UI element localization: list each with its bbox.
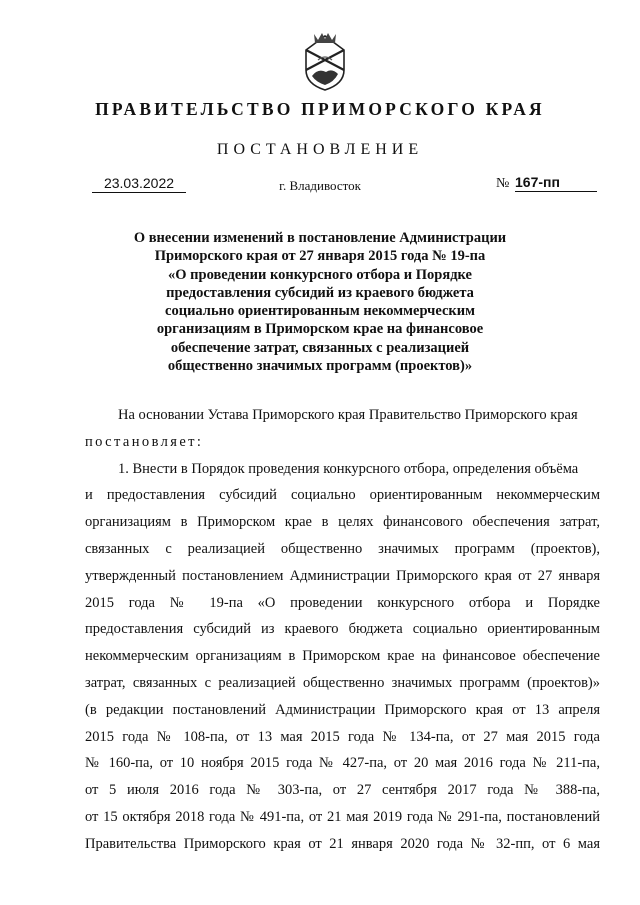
body-line: утвержденный постановлением Администрации Приморского края от 27 января: [85, 567, 600, 584]
subject-line: общественно значимых программ (проектов)»: [167, 358, 473, 375]
subject-line: социально ориентированным некоммерческим: [165, 303, 475, 320]
document-number: 167-пп: [515, 174, 597, 192]
subject-line: обеспечение затрат, связанных с реализацией: [170, 339, 470, 356]
body-line: На основании Устава Приморского края Правительство Приморского края: [118, 407, 578, 423]
body-line: предоставления субсидий из краевого бюджета социально ориентированным: [85, 621, 600, 638]
body-line: 1. Внести в Порядок проведения конкурсного отбора, определения объёма: [118, 460, 579, 477]
body-line: и предоставления субсидий социально ориентированным некоммерческим: [85, 487, 600, 504]
subject-line: О внесении изменений в постановление Администрации: [133, 230, 507, 246]
document-date: 23.03.2022: [92, 175, 186, 193]
subject-line: организациям в Приморском крае на финансовое: [156, 321, 484, 338]
body-line: (в редакции постановлений Администрации Приморского края от 13 апреля: [85, 701, 600, 718]
document-type-heading: ПОСТАНОВЛЕНИЕ: [216, 141, 424, 158]
body-line: Правительства Приморского края от 21 января 2020 года № 32-пп, от 6 мая: [85, 835, 600, 852]
body-line: организациям в Приморском крае в целях финансового обеспечения затрат,: [85, 514, 600, 531]
subject-line: предоставления субсидий из краевого бюджета: [166, 284, 474, 301]
coat-of-arms-emblem: [300, 30, 350, 92]
body-line: 2015 года № 19-па «О проведении конкурсного отбора и Порядке: [85, 594, 600, 611]
body-line: от 5 июля 2016 года № 303-па, от 27 сентября 2017 года № 388-па,: [85, 782, 600, 799]
subject-line: Приморского края от 27 января 2015 года № 19-па: [154, 248, 486, 265]
document-number-label: №: [496, 176, 510, 191]
body-line: связанных с реализацией общественно значимых программ (проектов),: [85, 540, 600, 557]
document-body: [85, 402, 600, 858]
body-line: 2015 года № 108-па, от 13 мая 2015 года № 134-па, от 27 мая 2015 года: [85, 728, 600, 745]
subject-line: «О проведении конкурсного отбора и Порядке: [168, 266, 472, 283]
organization-title: ПРАВИТЕЛЬСТВО ПРИМОРСКОГО КРАЯ: [95, 99, 545, 119]
body-line: затрат, связанных с реализацией общественно значимых программ (проектов)»: [85, 674, 600, 691]
document-subject: [100, 229, 540, 375]
body-line: постановляет:: [85, 433, 204, 450]
document-city: г. Владивосток: [279, 178, 361, 193]
body-line: № 160-па, от 10 ноября 2015 года № 427-па, от 20 мая 2016 года № 211-па,: [85, 755, 600, 772]
body-line: от 15 октября 2018 года № 491-па, от 21 мая 2019 года № 291-па, постановлений: [85, 808, 600, 825]
body-line: некоммерческим организациям в Приморском крае на финансовое обеспечение: [85, 648, 600, 665]
